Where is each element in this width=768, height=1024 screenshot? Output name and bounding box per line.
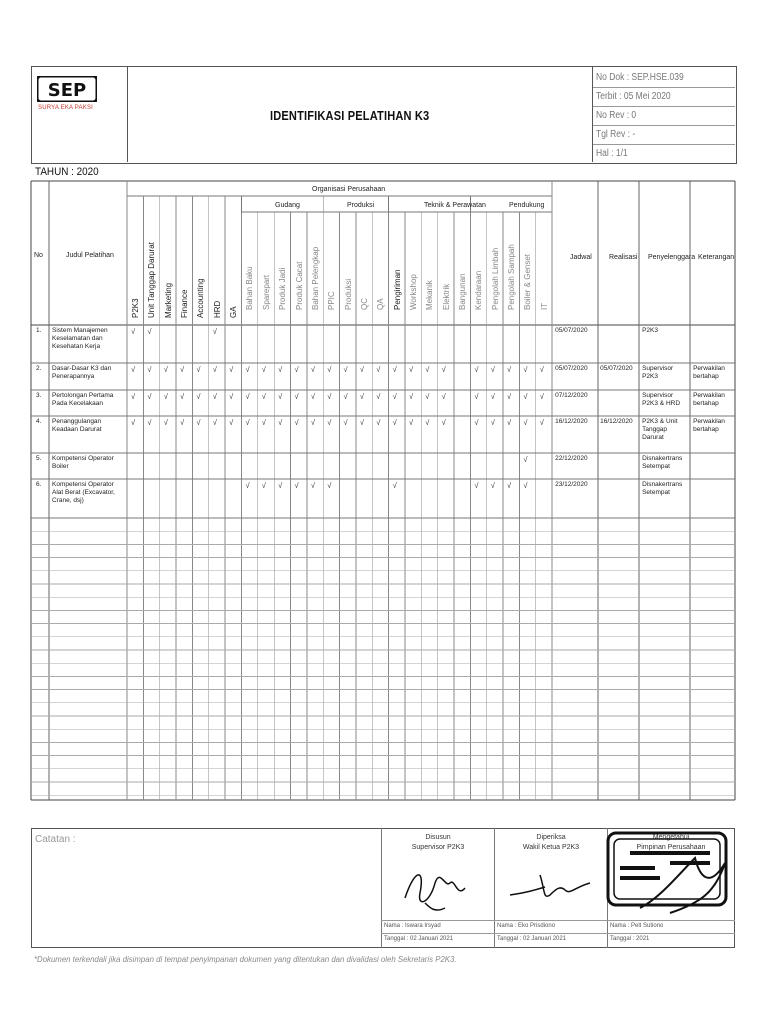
check-mark: √ (539, 365, 544, 374)
check-mark: √ (441, 365, 446, 374)
check-mark: √ (294, 418, 299, 427)
check-mark: √ (507, 481, 512, 490)
col-header-penyelenggara: Penyelenggara (648, 254, 696, 261)
row-number: 6. (36, 481, 42, 488)
check-mark: √ (131, 418, 136, 427)
check-mark: √ (523, 392, 528, 401)
row-jadwal: 05/07/2020 (555, 327, 588, 334)
check-mark: √ (180, 418, 185, 427)
check-mark: √ (131, 392, 136, 401)
check-mark: √ (408, 365, 414, 374)
check-mark: √ (490, 481, 495, 490)
check-mark: √ (180, 392, 185, 401)
check-mark: √ (245, 418, 250, 427)
dept-header-finance: Finance (180, 289, 190, 318)
check-mark: √ (261, 392, 266, 401)
check-mark: √ (229, 392, 234, 401)
dept-header-accounting: Accounting (196, 278, 206, 318)
row-training-title: Kompetensi Operator Boiler (52, 455, 114, 470)
tanggal-mengetahui: Tanggal : 2021 (610, 936, 650, 942)
check-mark: √ (408, 392, 414, 401)
row-training-title: Dasar-Dasar K3 dan Penerapannya (52, 365, 112, 380)
check-mark: √ (278, 481, 283, 490)
dept-header-hrd: HRD (212, 300, 222, 318)
check-mark: √ (539, 392, 544, 401)
check-mark: √ (425, 365, 430, 374)
dept-header-produk-jadi: Produk Jadi (278, 267, 288, 310)
dept-header-boiler-genset: Boiler & Genset (523, 253, 533, 310)
check-mark: √ (376, 365, 381, 374)
check-mark: √ (163, 365, 168, 374)
col-header-judul: Judul Pelatihan (66, 252, 114, 259)
row-penyelenggara: Supervisor P2K3 (642, 365, 674, 380)
nama-disusun: Nama : Iswara Irsyad (384, 923, 441, 929)
meta-tgl-rev: Tgl Rev : - (596, 129, 636, 140)
row-jadwal: 22/12/2020 (555, 455, 588, 462)
dept-header-pengolah-limbah: Pengolah Limbah (490, 247, 500, 310)
check-mark: √ (392, 481, 397, 490)
check-mark: √ (310, 418, 315, 427)
nama-mengetahui: Nama : Pelt Sutiono (610, 923, 664, 929)
check-mark: √ (523, 418, 528, 427)
col-header-keterangan: Keterangan (698, 254, 735, 261)
check-mark: √ (441, 392, 446, 401)
tanggal-disusun: Tanggal : 02 Januari 2021 (384, 936, 454, 942)
row-number: 1. (36, 327, 42, 334)
row-penyelenggara: P2K3 (642, 327, 658, 334)
check-mark: √ (212, 327, 217, 336)
check-mark: √ (539, 418, 544, 427)
check-mark: √ (278, 392, 283, 401)
check-mark: √ (474, 481, 479, 490)
check-mark: √ (392, 365, 397, 374)
check-mark: √ (147, 392, 152, 401)
dept-header-unit-tanggap-darurat: Unit Tanggap Darurat (147, 242, 157, 318)
check-mark: √ (523, 365, 528, 374)
row-penyelenggara: Supervisor P2K3 & HRD (642, 392, 681, 407)
row-jadwal: 07/12/2020 (555, 392, 588, 399)
check-mark: √ (245, 481, 250, 490)
check-mark: √ (261, 481, 266, 490)
check-mark: √ (425, 392, 430, 401)
check-mark: √ (392, 392, 397, 401)
company-name: SURYA EKA PAKSI (38, 105, 94, 111)
check-mark: √ (523, 481, 528, 490)
check-mark: √ (245, 392, 250, 401)
check-mark: √ (261, 418, 266, 427)
row-training-title: Sistem Manajemen Keselamatan dan Kesehatan Kerja (52, 327, 108, 350)
check-mark: √ (196, 418, 201, 427)
check-mark: √ (147, 327, 152, 336)
row-penyelenggara: P2K3 & Unit Tanggap Darurat (642, 418, 678, 441)
logo-text: SEP (47, 80, 87, 101)
check-mark: √ (131, 365, 136, 374)
row-keterangan: Perwakilan bertahap (693, 392, 725, 407)
dept-header-mekanik: Mekanik (425, 280, 435, 310)
dept-header-pengolah-sampah: Pengolah Sampah (507, 244, 517, 310)
dept-header-marketing: Marketing (163, 282, 173, 318)
check-mark: √ (278, 418, 283, 427)
check-mark: √ (294, 365, 299, 374)
sig-date-line (381, 933, 735, 934)
row-jadwal: 16/12/2020 (555, 418, 588, 425)
check-mark: √ (343, 365, 348, 374)
dept-header-bahan-baku: Bahan Baku (245, 266, 255, 310)
tanggal-diperiksa: Tanggal : 02 Januari 2021 (497, 936, 567, 942)
row-penyelenggara: Disnakertrans Setempat (642, 455, 683, 470)
check-mark: √ (163, 392, 168, 401)
row-penyelenggara: Disnakertrans Setempat (642, 481, 683, 496)
meta-hal: Hal : 1/1 (596, 148, 628, 159)
check-mark: √ (180, 365, 185, 374)
dept-header-qc: QC (359, 298, 369, 310)
dept-header-produksi: Produksi (343, 278, 353, 310)
check-mark: √ (147, 365, 152, 374)
footer-left-line (31, 828, 32, 948)
col-header-jadwal: Jadwal (570, 254, 592, 261)
dept-header-pengiriman: Pengiriman (392, 269, 402, 310)
disusun-role: Supervisor P2K3 (411, 844, 465, 851)
check-mark: √ (261, 365, 266, 374)
dept-header-elektrik: Elektrik (441, 283, 451, 310)
check-mark: √ (196, 392, 201, 401)
dept-header-workshop: Workshop (408, 274, 418, 310)
check-mark: √ (229, 418, 234, 427)
group-header-pendukung: Pendukung (509, 202, 545, 209)
check-mark: √ (245, 365, 250, 374)
year-label: TAHUN : 2020 (35, 166, 99, 178)
row-training-title: Penanggulangan Keadaan Darurat (52, 418, 102, 433)
check-mark: √ (327, 481, 332, 490)
dept-header-qa: QA (376, 298, 386, 310)
check-mark: √ (294, 481, 299, 490)
mengetahui-role: Pimpinan Perusahaan (636, 844, 706, 851)
dept-header-ppic: PPIC (327, 291, 337, 310)
row-training-title: Pertolongan Pertama Pada Kecelakaan (52, 392, 114, 407)
dept-header-produk-cacat: Produk Cacat (294, 261, 304, 310)
diperiksa-label: Diperiksa (536, 834, 566, 841)
check-mark: √ (212, 418, 217, 427)
check-mark: √ (310, 481, 315, 490)
row-realisasi: 05/07/2020 (600, 365, 633, 372)
document-control-note: *Dokumen terkendali jika disimpan di tempat penyimpanan dokumen yang ditentukan dan divalidasi oleh Sekretaris P2K3. (34, 954, 457, 964)
group-header-teknik: Teknik & Perawatan (424, 202, 486, 209)
group-header-produksi: Produksi (347, 202, 375, 209)
row-keterangan: Perwakilan bertahap (693, 365, 725, 380)
row-training-title: Kompetensi Operator Alat Berat (Excavator, Crane, dsj) (52, 481, 115, 504)
row-realisasi: 16/12/2020 (600, 418, 633, 425)
check-mark: √ (278, 365, 283, 374)
check-mark: √ (294, 392, 299, 401)
check-mark: √ (327, 392, 332, 401)
document-title: IDENTIFIKASI PELATIHAN K3 (270, 108, 430, 123)
dept-header-sparepart: Sparepart (261, 274, 271, 310)
check-mark: √ (376, 418, 381, 427)
signature-diperiksa (505, 865, 595, 910)
group-header-organisasi: Organisasi Perusahaan (312, 186, 386, 193)
row-jadwal: 23/12/2020 (555, 481, 588, 488)
mengetahui-label: Mengetahui (652, 834, 690, 841)
col-header-no: No (34, 252, 43, 259)
check-mark: √ (523, 455, 528, 464)
footer-bottom-line (31, 947, 735, 948)
check-mark: √ (474, 392, 479, 401)
dept-header-ga: GA (229, 306, 239, 318)
check-mark: √ (507, 392, 512, 401)
check-mark: √ (507, 365, 512, 374)
check-mark: √ (196, 365, 201, 374)
check-mark: √ (392, 418, 397, 427)
check-mark: √ (425, 418, 430, 427)
check-mark: √ (327, 365, 332, 374)
catatan-label: Catatan : (35, 834, 76, 845)
col-header-realisasi: Realisasi (609, 254, 638, 261)
company-stamp-and-signature (600, 828, 735, 923)
signature-disusun (395, 858, 475, 918)
diperiksa-role: Wakil Ketua P2K3 (522, 844, 580, 851)
check-mark: √ (131, 327, 136, 336)
dept-header-it: IT (539, 302, 549, 310)
dept-header-kendaraan: Kendaraan (474, 270, 484, 310)
check-mark: √ (310, 365, 315, 374)
check-mark: √ (359, 418, 365, 427)
check-mark: √ (229, 365, 234, 374)
row-number: 2. (36, 365, 42, 372)
check-mark: √ (441, 418, 446, 427)
check-mark: √ (474, 418, 479, 427)
check-mark: √ (359, 365, 365, 374)
dept-header-bahan-pelengkap: Bahan Pelengkap (310, 246, 320, 310)
check-mark: √ (310, 392, 315, 401)
check-mark: √ (490, 418, 495, 427)
row-jadwal: 05/07/2020 (555, 365, 588, 372)
row-keterangan: Perwakilan bertahap (693, 418, 725, 433)
check-mark: √ (376, 392, 381, 401)
nama-diperiksa: Nama : Eko Prisdiono (497, 923, 556, 929)
group-header-gudang: Gudang (275, 202, 300, 209)
row-number: 3. (36, 392, 42, 399)
check-mark: √ (408, 418, 414, 427)
check-mark: √ (212, 392, 217, 401)
check-mark: √ (474, 365, 479, 374)
check-mark: √ (212, 365, 217, 374)
meta-no-dok: No Dok : SEP.HSE.039 (596, 72, 684, 83)
dept-header-bangunan: Bangunan (458, 273, 467, 310)
check-mark: √ (490, 365, 495, 374)
check-mark: √ (163, 418, 168, 427)
check-mark: √ (343, 392, 348, 401)
row-number: 4. (36, 418, 42, 425)
row-number: 5. (36, 455, 42, 462)
check-mark: √ (507, 418, 512, 427)
meta-terbit: Terbit : 05 Mei 2020 (596, 91, 671, 102)
disusun-label: Disusun (425, 834, 451, 841)
check-mark: √ (147, 418, 152, 427)
check-mark: √ (343, 418, 348, 427)
check-mark: √ (490, 392, 495, 401)
check-mark: √ (359, 392, 365, 401)
meta-no-rev: No Rev : 0 (596, 110, 637, 121)
check-mark: √ (327, 418, 332, 427)
dept-header-p2k3: P2K3 (131, 298, 140, 318)
